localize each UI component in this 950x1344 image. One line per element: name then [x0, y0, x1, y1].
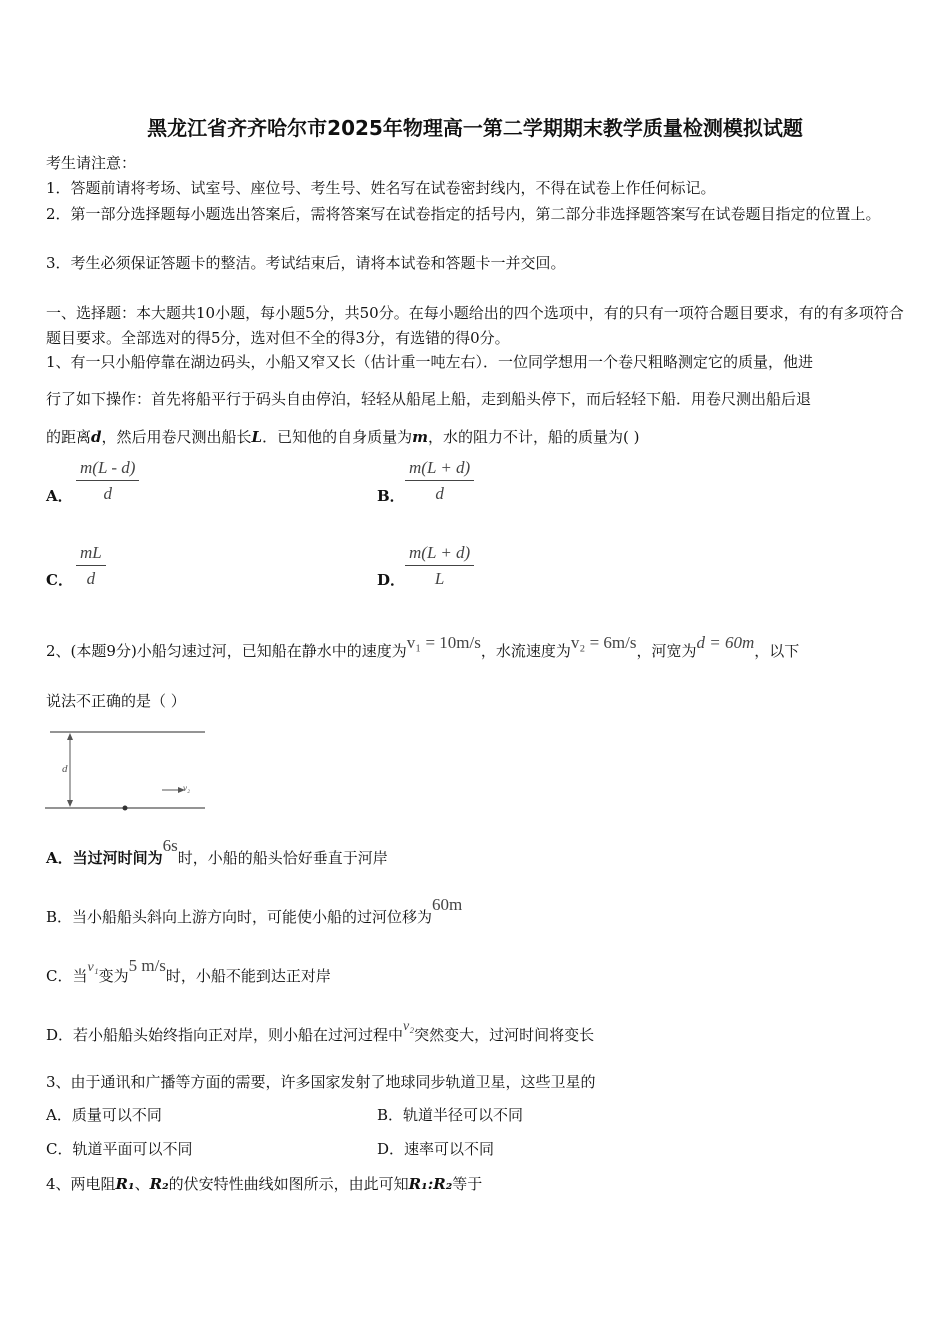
q3-option-a: A．质量可以不同: [46, 1106, 162, 1124]
q3-option-b: B．轨道半径可以不同: [377, 1106, 524, 1124]
width-arrow-head-down: [67, 800, 73, 807]
notice-item-3: 3．考生必须保证答题卡的整洁。考试结束后，请将本试卷和答题卡一并交回。: [46, 254, 566, 272]
notice-item-2: 2．第一部分选择题每小题选出答案后，需将答案写在试卷指定的括号内，第二部分非选择题答案写在试卷题目指定的位置上。: [46, 205, 881, 223]
river-diagram: [40, 724, 210, 814]
q2-option-a: A．当过河时间为6s时，小船的船头恰好垂直于河岸: [46, 836, 388, 867]
boat-point: [123, 806, 128, 811]
q2-line2: 说法不正确的是（ ）: [46, 692, 186, 710]
notice-item-1: 1．答题前请将考场、试室号、座位号、考生号、姓名写在试卷密封线内，不得在试卷上作任何标记。: [46, 179, 716, 197]
width-arrow-head-up: [67, 733, 73, 740]
q1-option-d-label: D．: [377, 571, 406, 589]
q1-option-c-fraction: $\frac{mL}{d}$: [76, 543, 106, 589]
q3-option-c: C．轨道平面可以不同: [46, 1140, 193, 1158]
q2-option-b: B．当小船船头斜向上游方向时，可能使小船的过河位移为60m: [46, 895, 463, 926]
q2-option-c: C．当v₁变为5 m/s时，小船不能到达正对岸: [46, 956, 331, 985]
current-label: v₂: [183, 783, 191, 793]
q4-stem: 4、两电阻R₁、R₂的伏安特性曲线如图所示，由此可知R₁:R₂等于: [46, 1175, 483, 1193]
q3-stem: 3、由于通讯和广播等方面的需要，许多国家发射了地球同步轨道卫星，这些卫星的: [46, 1073, 596, 1091]
q1-option-b-fraction: $\frac{m(L + d)}{d}$: [405, 458, 474, 504]
q1-line2: 行了如下操作：首先将船平行于码头自由停泊，轻轻从船尾上船，走到船头停下，而后轻轻下船．用卷尺测出船后退: [46, 390, 812, 408]
q1-option-c-label: C．: [46, 571, 73, 589]
q1-option-d-fraction: $\frac{m(L + d)}{L}$: [405, 543, 474, 589]
q1-option-a-label: A．: [46, 487, 73, 505]
q2-option-d: D．若小船船头始终指向正对岸，则小船在过河过程中v₂突然变大，过河时间将变长: [46, 1019, 595, 1044]
notice-heading: 考生请注意：: [46, 154, 137, 172]
page-title: 黑龙江省齐齐哈尔市2025年物理高一第二学期期末教学质量检测模拟试题: [147, 116, 803, 140]
width-label: d: [62, 763, 68, 775]
q3-option-d: D．速率可以不同: [377, 1140, 495, 1158]
q1-line1: 1、有一只小船停靠在湖边码头，小船又窄又长（估计重一吨左右）．一位同学想用一个卷尺粗略测定它的质量，他进: [46, 353, 814, 371]
q1-line3: 的距离d，然后用卷尺测出船长L．已知他的自身质量为m，水的阻力不计，船的质量为( ): [46, 428, 640, 446]
q1-option-b-label: B．: [377, 487, 405, 505]
q1-option-a-fraction: $\frac{m(L - d)}{d}$: [76, 458, 139, 504]
section-1-heading: 一、选择题：本大题共10小题，每小题5分，共50分。在每小题给出的四个选项中，有的只有一项符合题目要求，有的有多项符合题目要求。全部选对的得5分，选对但不全的得3分，有选错的得0分。: [46, 304, 904, 347]
q2-line1: 2、(本题9分)小船匀速过河，已知船在静水中的速度为v₁ = 10m/s，水流速度为v₂ = 6m/s，河宽为d = 60m，以下: [46, 633, 800, 660]
